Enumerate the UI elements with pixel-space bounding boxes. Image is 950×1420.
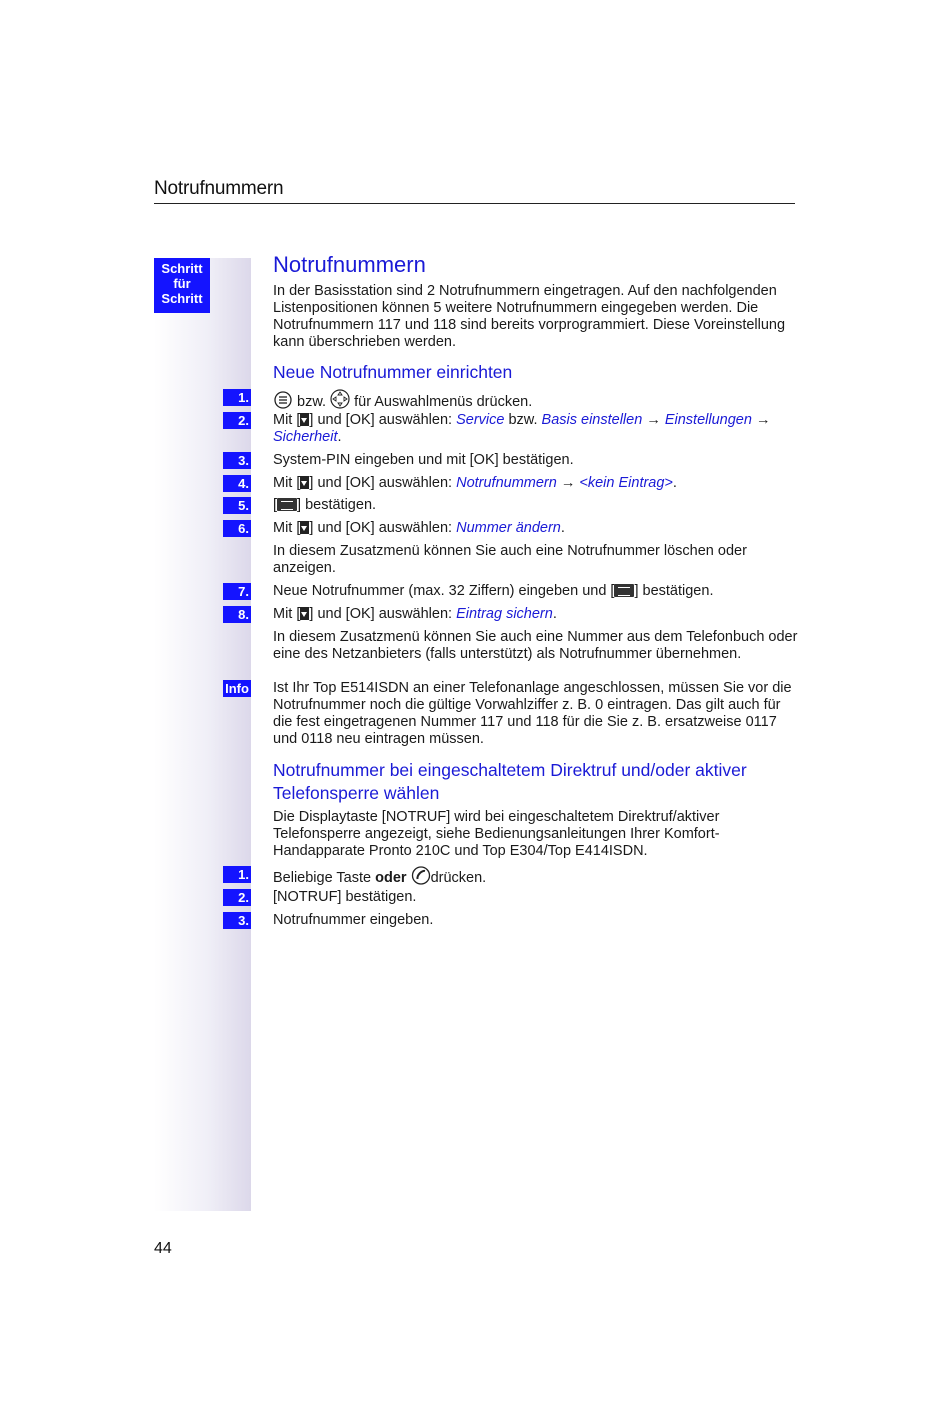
text: . (560, 520, 565, 536)
down-arrow-key-icon (300, 476, 309, 489)
text: ] und [OK] auswählen: (309, 520, 453, 536)
menu-path: Nummer ändern (456, 520, 561, 536)
text: . (337, 429, 342, 445)
heading-line: Telefonsperre wählen (273, 783, 440, 803)
arrow: → (560, 475, 576, 491)
text: für Auswahlmenüs drücken. (354, 394, 533, 410)
text: . (672, 475, 677, 491)
emergency-step-1-text (273, 866, 798, 890)
arrow: → (755, 412, 771, 428)
text: bzw. (508, 412, 538, 428)
menu-path: Eintrag sichern (456, 606, 553, 622)
step-marker: 1. (223, 866, 251, 883)
info-text: Ist Ihr Top E514ISDN an einer Telefonanlage angeschlossen, müssen Sie vor die Notrufnummer noch die gültige Vorwahlziffer z. B. 0 eintragen. Das gilt auch für die fest eingetragenen Nummer 117 und 118 für die Sie z. B. ersatzweise 0117 und 0118 neu eintragen müssen. (273, 680, 792, 747)
step-marker: 7. (223, 583, 251, 600)
phone-key-icon (411, 866, 431, 890)
menu-path: Notrufnummern (456, 475, 557, 491)
text: ] und [OK] auswählen: (309, 606, 453, 622)
text: Beliebige Taste (273, 870, 372, 886)
step-7-text (273, 583, 798, 600)
menu-key-icon (273, 391, 293, 414)
menu-path: Service (456, 412, 505, 428)
step-1-text (273, 389, 798, 414)
menu-path: Einstellungen (664, 412, 752, 428)
text: drücken. (430, 870, 487, 886)
text: ] und [OK] auswählen: (309, 475, 453, 491)
step-6-note: In diesem Zusatzmenü können Sie auch eine Notrufnummer löschen oder anzeigen. (273, 543, 747, 576)
text: . (552, 606, 557, 622)
display-menu-key-icon (277, 498, 297, 511)
text: Mit [ (273, 520, 301, 536)
menu-path: Sicherheit (273, 429, 338, 445)
step-marker: 1. (223, 389, 251, 406)
down-arrow-key-icon (300, 521, 309, 534)
text: [ (273, 497, 278, 513)
text: ] bestätigen. (297, 497, 377, 513)
intro-paragraph: In der Basisstation sind 2 Notrufnummern eingetragen. Auf den nachfolgenden Listenpositionen können 5 weitere Notrufnummern eingegeben werden. Die Notrufnummern 117 und 118 sind bereits vorprogrammiert. Diese Voreinstellung kann überschrieben werden. (273, 283, 786, 350)
emphasis: oder (375, 870, 407, 886)
down-arrow-key-icon (300, 607, 309, 620)
emergency-step-3-text: Notrufnummer eingeben. (273, 912, 434, 928)
badge-line: für (173, 276, 191, 291)
step-marker: 4. (223, 475, 251, 492)
badge-line: Schritt (161, 291, 203, 306)
heading-line: Notrufnummer bei eingeschaltetem Direktruf und/oder aktiver (273, 760, 747, 780)
section-intro: Die Displaytaste [NOTRUF] wird bei eingeschaltetem Direktruf/aktiver Telefonsperre angezeigt, siehe Bedienungsanleitungen Ihrer Komfort-Handapparate Pronto 210C und Top E304/Top E414ISDN. (273, 809, 720, 859)
step-marker: 2. (223, 889, 251, 906)
info-badge: Info (223, 680, 251, 697)
menu-path: Basis einstellen (541, 412, 643, 428)
text: Mit [ (273, 412, 301, 428)
step-marker: 3. (223, 912, 251, 929)
step-marker: 2. (223, 412, 251, 429)
emergency-step-2-text: [NOTRUF] bestätigen. (273, 889, 417, 905)
header-rule (154, 203, 795, 204)
navigation-key-icon (330, 389, 350, 414)
badge-line: Schritt (161, 261, 203, 276)
step-by-step-badge (154, 258, 210, 313)
step-6-text (273, 520, 798, 537)
step-4-text (273, 475, 798, 492)
text: Mit [ (273, 606, 301, 622)
down-arrow-key-icon (300, 413, 309, 426)
step-marker: 8. (223, 606, 251, 623)
step-marker: 6. (223, 520, 251, 537)
step-5-text (273, 497, 798, 514)
display-menu-key-icon (614, 584, 634, 597)
menu-path: <kein Eintrag> (579, 475, 673, 491)
text: bzw. (297, 394, 327, 410)
step-3-text: System-PIN eingeben und mit [OK] bestätigen. (273, 452, 574, 468)
arrow: → (646, 412, 661, 428)
step-2-text (273, 412, 798, 446)
page-title: Notrufnummern (273, 252, 426, 277)
section-heading: Neue Notrufnummer einrichten (273, 362, 513, 382)
step-8-text (273, 606, 798, 623)
text: ] und [OK] auswählen: (309, 412, 453, 428)
running-head: Notrufnummern (154, 178, 284, 199)
page-number: 44 (154, 1240, 172, 1257)
text: Neue Notrufnummer (max. 32 Ziffern) eingeben und [ (273, 583, 615, 599)
step-marker: 5. (223, 497, 251, 514)
step-marker: 3. (223, 452, 251, 469)
text: ] bestätigen. (634, 583, 714, 599)
step-8-note: In diesem Zusatzmenü können Sie auch eine Nummer aus dem Telefonbuch oder eine des Netzanbieters (falls unterstützt) als Notrufnummer übernehmen. (273, 629, 798, 662)
section-heading (273, 759, 747, 805)
text: Mit [ (273, 475, 301, 491)
